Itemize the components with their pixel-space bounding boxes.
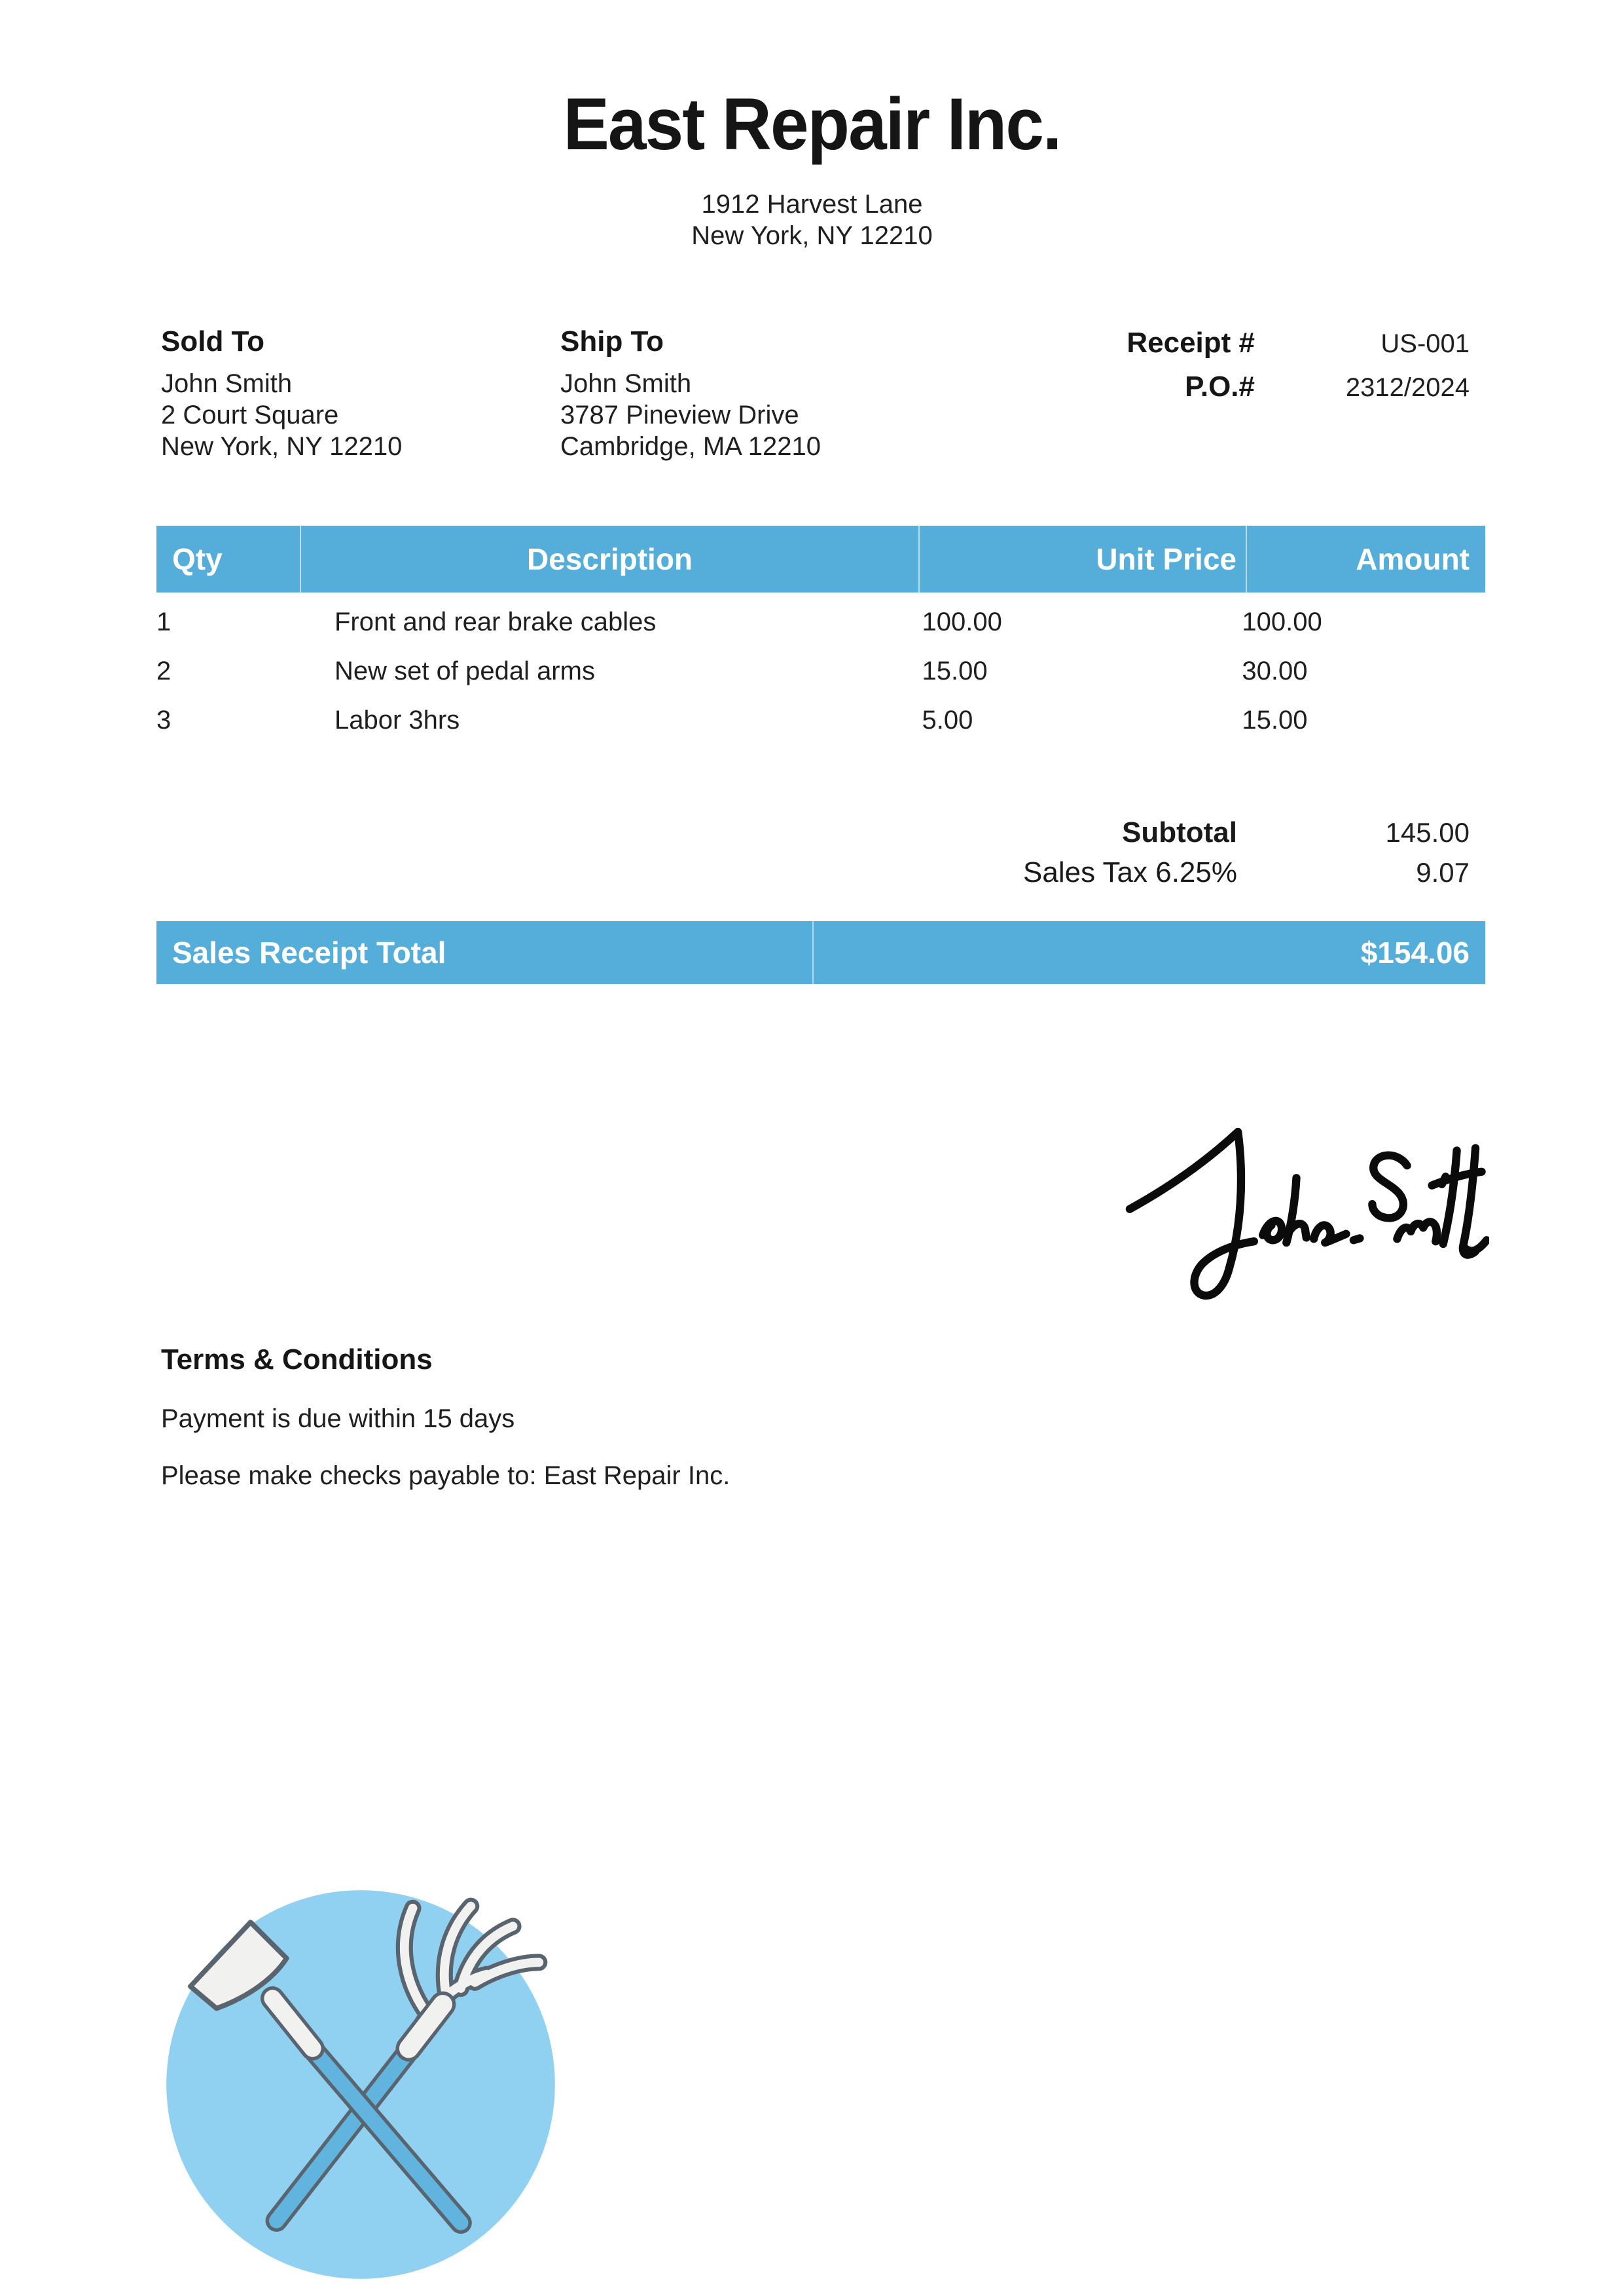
ship-to-street: 3787 Pineview Drive [560,401,799,429]
sold-to-block [161,325,402,462]
company-address-line1: 1912 Harvest Lane [701,190,923,219]
row-amount: 15.00 [1242,706,1308,735]
total-label: Sales Receipt Total [172,936,446,970]
sold-to-street: 2 Court Square [161,401,339,429]
row-description: Front and rear brake cables [334,608,657,636]
row-unit-price: 15.00 [922,657,988,685]
subtotal-label: Subtotal [1122,816,1237,848]
terms-line-checks: Please make checks payable to: East Repair Inc. [161,1461,731,1490]
ship-to-block [560,325,821,462]
receipt-number-value: US-001 [1380,329,1470,358]
header-amount: Amount [1246,526,1485,592]
subtotal-row [918,815,1470,850]
receipt-number-row [982,326,1470,361]
crossed-garden-tools-logo-icon [160,1884,561,2285]
row-qty: 2 [156,657,171,685]
company-address [0,189,1624,251]
row-description: New set of pedal arms [334,657,595,685]
header-unit-price: Unit Price [918,526,1246,592]
row-unit-price: 100.00 [922,608,1002,636]
items-table [156,526,1485,745]
po-number-row [982,370,1470,405]
items-table-header [156,526,1485,592]
terms-heading: Terms & Conditions [161,1343,433,1376]
ship-to-label: Ship To [560,325,664,357]
table-row [156,598,1485,647]
sales-tax-value: 9.07 [1416,857,1470,888]
sold-to-label: Sold To [161,325,265,357]
ship-to-name: John Smith [560,369,692,398]
row-qty: 3 [156,706,171,735]
terms-line-payment: Payment is due within 15 days [161,1404,515,1433]
total-bar-divider [812,921,814,984]
subtotal-value: 145.00 [1385,817,1470,848]
ship-to-address [560,368,821,462]
table-row [156,696,1485,745]
po-number-label: P.O.# [1185,371,1255,403]
company-address-line2: New York, NY 12210 [691,221,933,250]
sold-to-address [161,368,402,462]
receipt-meta [982,326,1470,414]
sold-to-name: John Smith [161,369,293,398]
header-description: Description [300,526,918,592]
row-amount: 30.00 [1242,657,1308,685]
header-qty: Qty [172,542,223,576]
receipt-number-label: Receipt # [1127,327,1255,359]
sales-tax-label: Sales Tax 6.25% [1023,856,1237,888]
po-number-value: 2312/2024 [1345,373,1470,402]
sold-to-city: New York, NY 12210 [161,432,403,461]
total-value: $154.06 [1360,936,1470,970]
ship-to-city: Cambridge, MA 12210 [560,432,821,461]
company-name: East Repair Inc. [563,83,1061,165]
sales-receipt-total-bar [156,921,1485,984]
row-unit-price: 5.00 [922,706,973,735]
signature-john-smith [1116,1084,1489,1316]
row-amount: 100.00 [1242,608,1322,636]
row-qty: 1 [156,608,171,636]
sales-tax-row [918,855,1470,890]
table-row [156,647,1485,696]
row-description: Labor 3hrs [334,706,460,735]
items-table-body [156,598,1485,745]
